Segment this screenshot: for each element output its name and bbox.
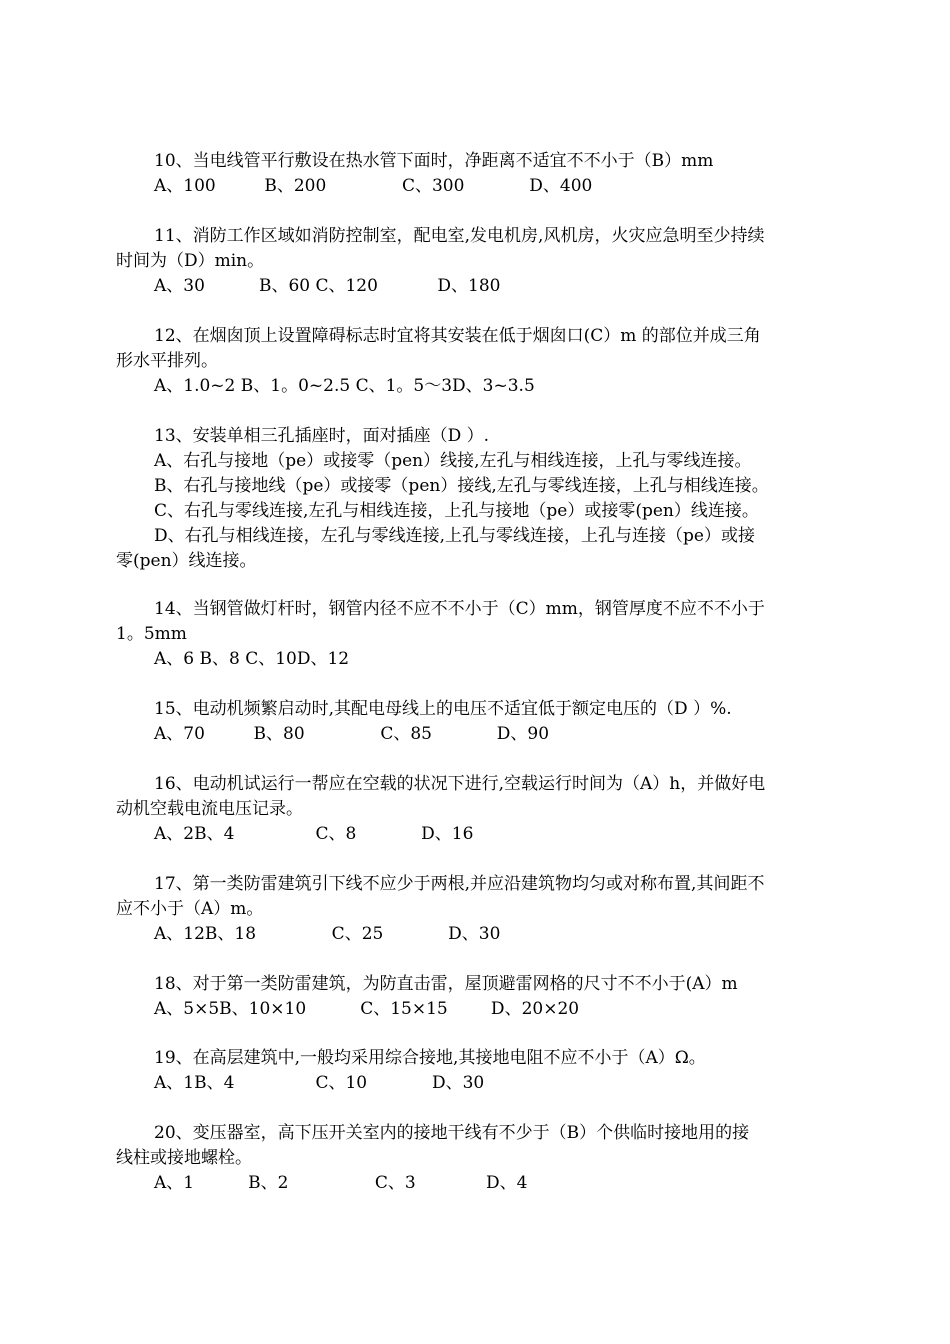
question-10: [116, 149, 836, 199]
answer-options: A、2B、4 C、8 D、16: [154, 824, 474, 844]
answer-options: A、1 B、2 C、3 D、4: [154, 1173, 528, 1193]
question-13: [116, 424, 836, 574]
question-11: [116, 224, 836, 299]
question-text: 18、对于第一类防雷建筑，为防直击雷，屋顶避雷网格的尺寸不不小于(A）m: [154, 974, 738, 994]
question-20: [116, 1121, 836, 1196]
option-d-continued: 零(pen）线连接。: [116, 551, 257, 571]
question-text: 15、电动机频繁启动时,其配电母线上的电压不适宜低于额定电压的（D ）%.: [154, 699, 732, 719]
question-14: [116, 597, 836, 672]
question-text-continued: 形水平排列。: [116, 351, 218, 371]
question-18: [116, 972, 836, 1022]
question-text: 13、安装单相三孔插座时，面对插座（D ）.: [154, 426, 490, 446]
option-b: B、右孔与接地线（pe）或接零（pen）接线,左孔与零线连接，上孔与相线连接。: [154, 476, 769, 496]
question-19: [116, 1046, 836, 1096]
option-d: D、右孔与相线连接，左孔与零线连接,上孔与零线连接，上孔与连接（pe）或接: [154, 526, 755, 546]
question-text-continued: 1。5mm: [116, 624, 187, 644]
answer-options: A、6 B、8 C、10D、12: [154, 649, 350, 669]
answer-options: A、1.0~2 B、1。0~2.5 C、1。5～3D、3~3.5: [154, 376, 535, 396]
question-15: [116, 697, 836, 747]
question-text: 20、变压器室，高下压开关室内的接地干线有不少于（B）个供临时接地用的接: [154, 1123, 750, 1143]
answer-options: A、100 B、200 C、300 D、400: [154, 176, 593, 196]
question-12: [116, 324, 836, 399]
option-c: C、右孔与零线连接,左孔与相线连接，上孔与接地（pe）或接零(pen）线连接。: [154, 501, 759, 521]
answer-options: A、12B、18 C、25 D、30: [154, 924, 501, 944]
answer-options: A、1B、4 C、10 D、30: [154, 1073, 485, 1093]
question-text: 12、在烟囱顶上设置障碍标志时宜将其安装在低于烟囱口(C）m 的部位并成三角: [154, 326, 761, 346]
question-text: 11、消防工作区域如消防控制室，配电室,发电机房,风机房，火灾应急明至少持续: [154, 226, 765, 246]
option-a: A、右孔与接地（pe）或接零（pen）线接,左孔与相线连接，上孔与零线连接。: [154, 451, 752, 471]
question-16: [116, 772, 836, 847]
question-text-continued: 线柱或接地螺栓。: [116, 1148, 252, 1168]
question-text-continued: 动机空载电流电压记录。: [116, 799, 303, 819]
question-text-continued: 应不小于（A）m。: [116, 899, 264, 919]
question-text-continued: 时间为（D）min。: [116, 251, 265, 271]
question-text: 19、在高层建筑中,一般均采用综合接地,其接地电阻不应不小于（A）Ω。: [154, 1048, 706, 1068]
answer-options: A、5×5B、10×10 C、15×15 D、20×20: [154, 999, 580, 1019]
question-text: 17、第一类防雷建筑引下线不应少于两根,并应沿建筑物均匀或对称布置,其间距不: [154, 874, 765, 894]
answer-options: A、30 B、60 C、120 D、180: [154, 276, 501, 296]
question-17: [116, 872, 836, 947]
question-text: 10、当电线管平行敷设在热水管下面时，净距离不适宜不不小于（B）mm: [154, 151, 714, 171]
question-text: 16、电动机试运行一帮应在空载的状况下进行,空载运行时间为（A）h，并做好电: [154, 774, 766, 794]
question-text: 14、当钢管做灯杆时，钢管内径不应不不小于（C）mm，钢管厚度不应不不小于: [154, 599, 765, 619]
answer-options: A、70 B、80 C、85 D、90: [154, 724, 550, 744]
